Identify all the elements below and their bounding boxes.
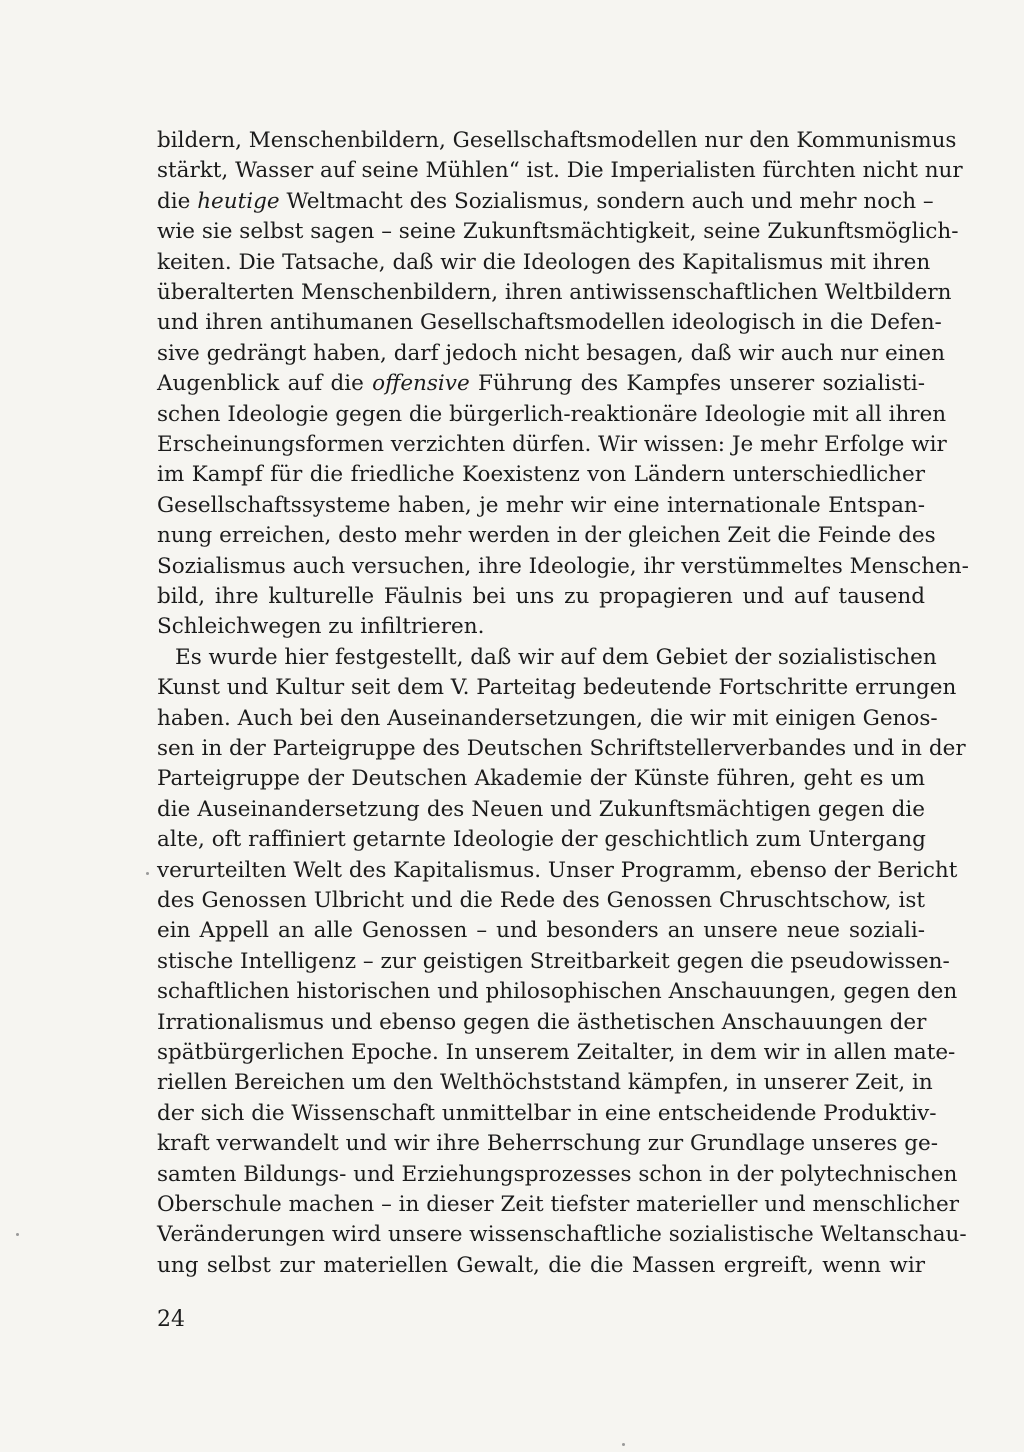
- text-line: verurteilten Welt des Kapitalismus. Unser Programm, ebenso der Bericht: [157, 857, 958, 883]
- text-line: ung selbst zur materiellen Gewalt, die die Massen ergreift, wenn wir: [157, 1252, 925, 1278]
- text-line: alte, oft raffiniert getarnte Ideologie der geschichtlich zum Untergang: [157, 827, 926, 853]
- text-line: Oberschule machen – in dieser Zeit tiefster materieller und menschlicher: [157, 1192, 960, 1217]
- text-line: stärkt, Wasser auf seine Mühlen“ ist. Die Imperialisten fürchten nicht nur: [157, 158, 963, 184]
- text-line: Parteigruppe der Deutschen Akademie der Künste führen, geht es um: [157, 766, 925, 792]
- text-line: wie sie selbst sagen – seine Zukunftsmächtigkeit, seine Zukunftsmöglich-: [157, 219, 959, 245]
- text-line: Sozialismus auch versuchen, ihre Ideologie, ihr verstümmeltes Menschen-: [157, 553, 969, 579]
- text-line: sen in der Parteigruppe des Deutschen Schriftstellerverbandes und in der: [157, 736, 966, 761]
- text-line: der sich die Wissenschaft unmittelbar in eine entscheidende Produktiv-: [157, 1100, 937, 1126]
- text-line: Irrationalismus und ebenso gegen die ästhetischen Anschauungen der: [157, 1009, 927, 1035]
- emphasized-word: offensive: [372, 371, 470, 397]
- text-line: riellen Bereichen um den Welthöchststand kämpfen, in unserer Zeit, in: [157, 1070, 933, 1096]
- text-line: Schleichwegen zu infiltrieren.: [157, 614, 485, 640]
- text-line: Kunst und Kultur seit dem V. Parteitag bedeutende Fortschritte errungen: [157, 675, 957, 701]
- page-number: 24: [157, 1307, 185, 1332]
- text-segment: Führung des Kampfes unserer sozialisti-: [469, 371, 926, 397]
- text-line: schaftlichen historischen und philosophischen Anschauungen, gegen den: [157, 979, 958, 1005]
- text-line: bild, ihre kulturelle Fäulnis bei uns zu propagieren und auf tausend: [157, 584, 925, 609]
- text-line: spätbürgerlichen Epoche. In unserem Zeitalter, in dem wir in allen mate-: [157, 1040, 956, 1065]
- text-line: Erscheinungsformen verzichten dürfen. Wir wissen: Je mehr Erfolge wir: [157, 432, 947, 457]
- emphasized-word: heutige: [197, 188, 280, 214]
- text-line: schen Ideologie gegen die bürgerlich-reaktionäre Ideologie mit all ihren: [157, 401, 947, 427]
- text-line: [157, 187, 934, 217]
- text-line: ein Appell an alle Genossen – und besonders an unsere neue soziali-: [157, 918, 925, 944]
- text-line: des Genossen Ulbricht und die Rede des Genossen Chruschtschow, ist: [157, 888, 925, 913]
- text-line: bildern, Menschenbildern, Gesellschaftsmodellen nur den Kommunismus: [157, 128, 957, 153]
- text-line: stische Intelligenz – zur geistigen Streitbarkeit gegen die pseudowissen-: [157, 948, 950, 974]
- text-line: sive gedrängt haben, darf jedoch nicht besagen, daß wir auch nur einen: [157, 340, 945, 366]
- text-line: samten Bildungs- und Erziehungsprozesses schon in der polytechnischen: [157, 1161, 958, 1187]
- text-line: Es wurde hier festgestellt, daß wir auf dem Gebiet der sozialistischen: [175, 644, 937, 670]
- text-segment: die: [157, 188, 198, 214]
- text-line: haben. Auch bei den Auseinandersetzungen, die wir mit einigen Genos-: [157, 705, 938, 731]
- text-line: [157, 369, 925, 399]
- scan-speck: [146, 872, 149, 875]
- text-line: Veränderungen wird unsere wissenschaftliche sozialistische Weltanschau-: [157, 1222, 967, 1248]
- text-line: die Auseinandersetzung des Neuen und Zukunftsmächtigen gegen die: [157, 796, 925, 822]
- text-segment: Weltmacht des Sozialismus, sondern auch und mehr noch –: [279, 188, 934, 214]
- text-line: im Kampf für die friedliche Koexistenz von Ländern unterschiedlicher: [157, 462, 925, 488]
- text-line: keiten. Die Tatsache, daß wir die Ideologen des Kapitalismus mit ihren: [157, 249, 931, 275]
- scan-speck: [16, 1233, 19, 1236]
- text-line: und ihren antihumanen Gesellschaftsmodellen ideologisch in die Defen-: [157, 310, 942, 336]
- text-line: überalterten Menschenbildern, ihren antiwissenschaftlichen Weltbildern: [157, 280, 952, 305]
- text-line: nung erreichen, desto mehr werden in der gleichen Zeit die Feinde des: [157, 523, 936, 549]
- text-line: kraft verwandelt und wir ihre Beherrschung zur Grundlage unseres ge-: [157, 1131, 938, 1157]
- text-segment: Augenblick auf die: [157, 371, 373, 397]
- scan-speck: [622, 1443, 625, 1446]
- text-line: Gesellschaftssysteme haben, je mehr wir eine internationale Entspan-: [157, 492, 925, 518]
